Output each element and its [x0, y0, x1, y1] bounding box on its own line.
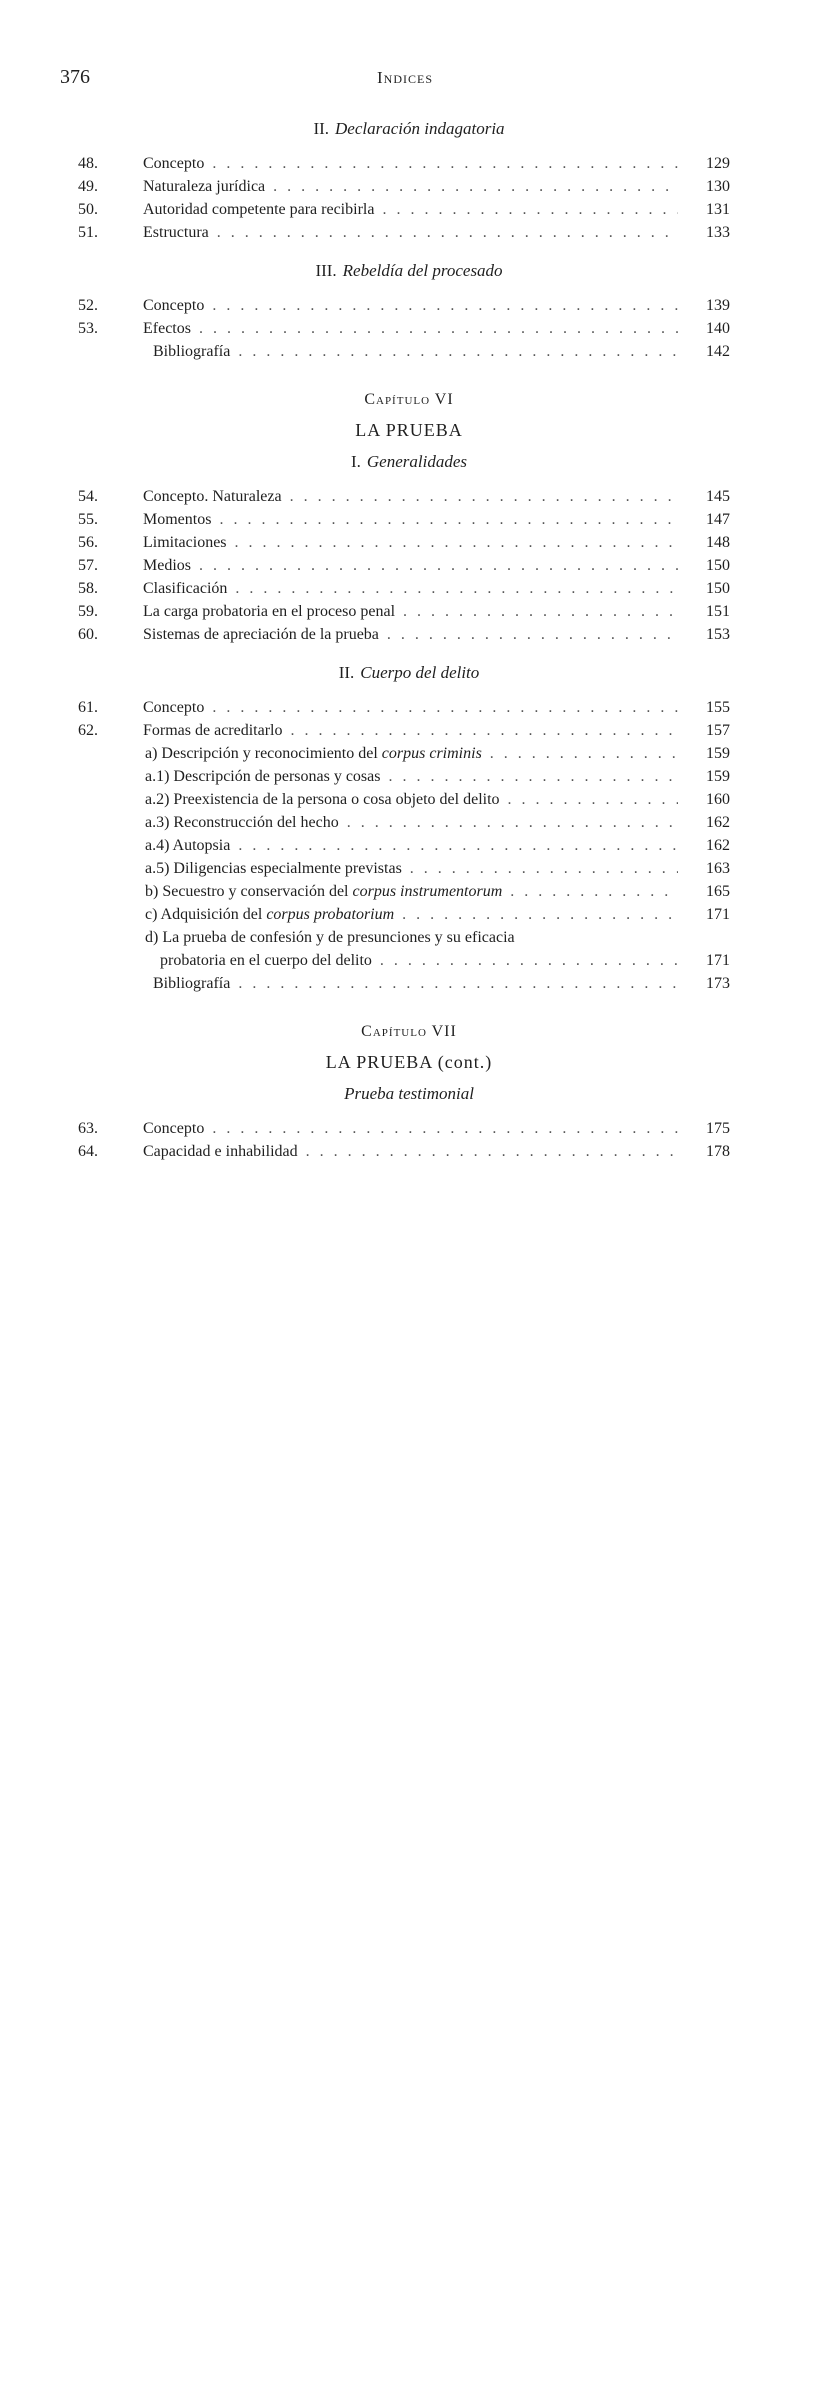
- toc-entry: [0, 175, 818, 198]
- entry-label: Naturaleza jurídica: [143, 178, 266, 195]
- dot-leader: [273, 175, 678, 198]
- dot-leader: [235, 531, 678, 554]
- section-heading: [0, 112, 818, 152]
- entry-number: 53.: [78, 320, 98, 337]
- entry-page-number: 155: [706, 699, 730, 716]
- entry-page-number: 159: [706, 745, 730, 762]
- entry-label: d) La prueba de confesión y de presunciones y su eficacia: [145, 929, 515, 946]
- entry-text: [145, 765, 678, 788]
- entry-label: probatoria en el cuerpo del delito: [160, 952, 372, 969]
- dot-leader: [219, 508, 678, 531]
- dot-leader: [490, 742, 678, 765]
- toc-entry: [0, 294, 818, 317]
- entry-label: a.3) Reconstrucción del hecho: [145, 814, 339, 831]
- dot-leader: [235, 577, 678, 600]
- entry-label: Efectos: [143, 320, 191, 337]
- entry-number: 49.: [78, 178, 98, 195]
- entry-label: Bibliografía: [153, 975, 231, 992]
- entry-page-number: 151: [706, 603, 730, 620]
- entry-text: [143, 485, 678, 508]
- entry-page-number: 165: [706, 883, 730, 900]
- entry-label: Autoridad competente para recibirla: [143, 201, 375, 218]
- toc-entry: [0, 811, 818, 834]
- toc-entry: [0, 577, 818, 600]
- entry-page-number: 147: [706, 511, 730, 528]
- toc-entry: [0, 880, 818, 903]
- entry-text: [153, 972, 678, 995]
- entry-page-number: 175: [706, 1120, 730, 1137]
- entry-number: 62.: [78, 722, 98, 739]
- entry-label: a) Descripción y reconocimiento del corpus criminis: [145, 745, 482, 762]
- dot-leader: [347, 811, 678, 834]
- section-title: Generalidades: [366, 452, 467, 471]
- chapter-title: LA PRUEBA: [355, 420, 463, 440]
- section-title: Cuerpo del delito: [360, 663, 480, 682]
- entry-text: [143, 623, 678, 646]
- entry-text: [143, 221, 678, 244]
- entry-page-number: 160: [706, 791, 730, 808]
- entry-list: [0, 294, 818, 363]
- entry-page-number: 150: [706, 580, 730, 597]
- chapter-label: Capítulo VII: [361, 1023, 457, 1040]
- entry-page-number: 153: [706, 626, 730, 643]
- toc-entry: [0, 834, 818, 857]
- table-of-contents: [0, 112, 818, 1173]
- dot-leader: [212, 1117, 678, 1140]
- dot-leader: [306, 1140, 678, 1163]
- entry-list: [0, 1117, 818, 1163]
- entry-number: 54.: [78, 488, 98, 505]
- entry-page-number: 140: [706, 320, 730, 337]
- entry-label: a.5) Diligencias especialmente previstas: [145, 860, 402, 877]
- chapter-title: LA PRUEBA (cont.): [325, 1052, 493, 1072]
- entry-page-number: 178: [706, 1143, 730, 1160]
- entry-label: La carga probatoria en el proceso penal: [143, 603, 396, 620]
- dot-leader: [508, 788, 678, 811]
- entry-label-italic: corpus criminis: [381, 745, 482, 762]
- entry-page-number: 163: [706, 860, 730, 877]
- dot-leader: [238, 972, 678, 995]
- entry-number: 51.: [78, 224, 98, 241]
- page-header: [60, 66, 750, 96]
- toc-entry: [0, 765, 818, 788]
- entry-label-italic: corpus probatorium: [266, 906, 395, 923]
- entry-label: Concepto: [143, 155, 205, 172]
- entry-text: [143, 600, 678, 623]
- entry-number: 58.: [78, 580, 98, 597]
- toc-entry: [0, 554, 818, 577]
- entry-page-number: 145: [706, 488, 730, 505]
- dot-leader: [410, 857, 678, 880]
- entry-text: [143, 554, 678, 577]
- dot-leader: [199, 317, 678, 340]
- chapter-label: Capítulo VI: [364, 391, 454, 408]
- toc-entry: [0, 1140, 818, 1163]
- toc-entry: [0, 198, 818, 221]
- entry-number: 64.: [78, 1143, 98, 1160]
- section-title: Declaración indagatoria: [335, 119, 505, 138]
- entry-label: Concepto: [143, 1120, 205, 1137]
- dot-leader: [212, 152, 678, 175]
- toc-entry: [0, 531, 818, 554]
- entry-page-number: 157: [706, 722, 730, 739]
- toc-entry: [0, 485, 818, 508]
- entry-number: 52.: [78, 297, 98, 314]
- entry-page-number: 173: [706, 975, 730, 992]
- toc-entry: [0, 926, 818, 949]
- dot-leader: [212, 696, 678, 719]
- dot-leader: [403, 600, 678, 623]
- entry-text: [145, 788, 678, 811]
- entry-number: 59.: [78, 603, 98, 620]
- toc-entry: [0, 152, 818, 175]
- entry-text: [143, 198, 678, 221]
- entry-number: 55.: [78, 511, 98, 528]
- entry-page-number: 159: [706, 768, 730, 785]
- entry-label: Medios: [143, 557, 191, 574]
- dot-leader: [291, 719, 679, 742]
- toc-entry: [0, 742, 818, 765]
- entry-label: Concepto. Naturaleza: [143, 488, 282, 505]
- entry-text: [143, 1117, 678, 1140]
- entry-label: Clasificación: [143, 580, 228, 597]
- entry-number: 60.: [78, 626, 98, 643]
- entry-label: a.4) Autopsia: [145, 837, 231, 854]
- entry-number: 63.: [78, 1120, 98, 1137]
- section-title: Prueba testimonial: [344, 1084, 474, 1103]
- entry-page-number: 129: [706, 155, 730, 172]
- section-title: Rebeldía del procesado: [342, 261, 503, 280]
- entry-page-number: 133: [706, 224, 730, 241]
- entry-label: Formas de acreditarlo: [143, 722, 283, 739]
- toc-entry: [0, 623, 818, 646]
- entry-page-number: 171: [706, 906, 730, 923]
- entry-text: [143, 508, 678, 531]
- toc-entry: [0, 788, 818, 811]
- section-number: II.: [313, 119, 330, 138]
- entry-label: Concepto: [143, 297, 205, 314]
- dot-leader: [382, 198, 678, 221]
- running-title: Indices: [377, 68, 433, 87]
- toc-entry: [0, 719, 818, 742]
- entry-page-number: 130: [706, 178, 730, 195]
- entry-text: [143, 317, 678, 340]
- dot-leader: [380, 949, 678, 972]
- entry-label: b) Secuestro y conservación del corpus instrumentorum: [145, 883, 503, 900]
- toc-entry: [0, 508, 818, 531]
- entry-label-italic: corpus instrumentorum: [352, 883, 503, 900]
- toc-entry: [0, 340, 818, 363]
- entry-label: Concepto: [143, 699, 205, 716]
- toc-entry: [0, 972, 818, 995]
- toc-entry: [0, 903, 818, 926]
- entry-page-number: 142: [706, 343, 730, 360]
- entry-page-number: 131: [706, 201, 730, 218]
- entry-list: [0, 485, 818, 646]
- entry-number: 48.: [78, 155, 98, 172]
- entry-list: [0, 152, 818, 244]
- entry-label: Sistemas de apreciación de la prueba: [143, 626, 379, 643]
- entry-label: a.2) Preexistencia de la persona o cosa objeto del delito: [145, 791, 500, 808]
- dot-leader: [388, 765, 678, 788]
- toc-entry: [0, 696, 818, 719]
- dot-leader: [217, 221, 678, 244]
- entry-label: c) Adquisición del corpus probatorium: [145, 906, 395, 923]
- entry-number: 56.: [78, 534, 98, 551]
- entry-text: [145, 811, 678, 834]
- entry-page-number: 162: [706, 814, 730, 831]
- entry-text: [143, 531, 678, 554]
- toc-entry: [0, 221, 818, 244]
- dot-leader: [387, 623, 678, 646]
- dot-leader: [199, 554, 678, 577]
- dot-leader: [238, 340, 678, 363]
- section-number: I.: [350, 452, 361, 471]
- dot-leader: [510, 880, 678, 903]
- entry-text: [145, 880, 678, 903]
- entry-page-number: 148: [706, 534, 730, 551]
- entry-text: [143, 719, 678, 742]
- dot-leader: [290, 485, 678, 508]
- entry-text: [145, 926, 678, 949]
- toc-entry: [0, 600, 818, 623]
- entry-number: 57.: [78, 557, 98, 574]
- entry-list: [0, 696, 818, 995]
- entry-text: [143, 152, 678, 175]
- entry-text: [143, 175, 678, 198]
- entry-page-number: 150: [706, 557, 730, 574]
- entry-number: 61.: [78, 699, 98, 716]
- entry-page-number: 139: [706, 297, 730, 314]
- entry-text: [160, 949, 678, 972]
- entry-page-number: 162: [706, 837, 730, 854]
- entry-label: Estructura: [143, 224, 209, 241]
- entry-text: [143, 294, 678, 317]
- entry-number: 50.: [78, 201, 98, 218]
- section-number: III.: [315, 261, 337, 280]
- dot-leader: [402, 903, 678, 926]
- toc-entry: [0, 317, 818, 340]
- entry-label: Limitaciones: [143, 534, 227, 551]
- entry-text: [153, 340, 678, 363]
- toc-entry: [0, 857, 818, 880]
- entry-text: [143, 1140, 678, 1163]
- entry-text: [145, 903, 678, 926]
- toc-entry: [0, 1117, 818, 1140]
- entry-label: Momentos: [143, 511, 212, 528]
- entry-text: [143, 577, 678, 600]
- page-number: 376: [60, 66, 90, 88]
- section-number: II.: [338, 663, 355, 682]
- toc-entry: [0, 949, 818, 972]
- entry-text: [145, 857, 678, 880]
- entry-text: [143, 696, 678, 719]
- entry-label: Bibliografía: [153, 343, 231, 360]
- entry-text: [145, 834, 678, 857]
- entry-label: a.1) Descripción de personas y cosas: [145, 768, 381, 785]
- dot-leader: [238, 834, 678, 857]
- entry-text: [145, 742, 678, 765]
- dot-leader: [212, 294, 678, 317]
- entry-page-number: 171: [706, 952, 730, 969]
- entry-label: Capacidad e inhabilidad: [143, 1143, 298, 1160]
